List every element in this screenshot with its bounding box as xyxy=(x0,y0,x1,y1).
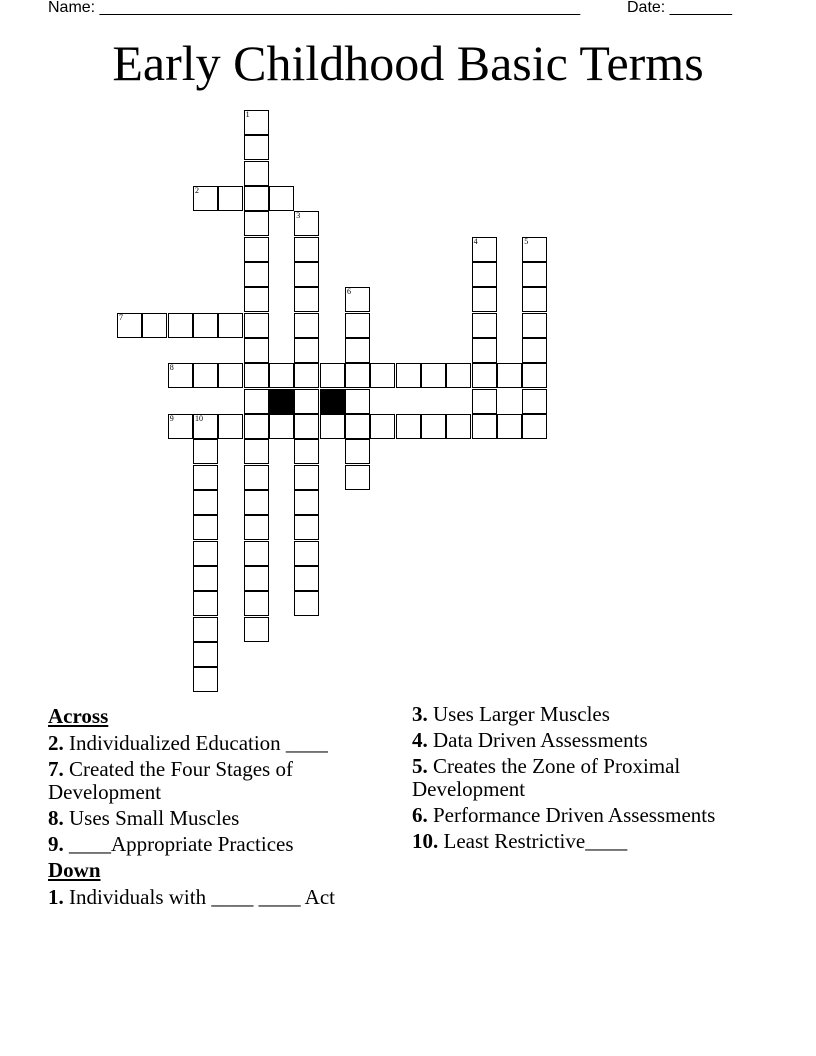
crossword-cell[interactable] xyxy=(244,237,269,262)
crossword-cell[interactable] xyxy=(244,135,269,160)
crossword-cell[interactable] xyxy=(472,313,497,338)
crossword-cell[interactable] xyxy=(193,591,218,616)
crossword-cell[interactable] xyxy=(294,465,319,490)
crossword-cell[interactable] xyxy=(193,414,218,439)
crossword-cell[interactable] xyxy=(244,515,269,540)
crossword-cell[interactable] xyxy=(142,313,167,338)
crossword-cell[interactable] xyxy=(472,414,497,439)
name-field-label: Name: ______________________________________________________ xyxy=(48,0,581,16)
clue-down-1 xyxy=(48,886,388,909)
clue-number: 10. xyxy=(412,829,439,853)
crossword-cell[interactable] xyxy=(294,211,319,236)
crossword-cell[interactable] xyxy=(472,262,497,287)
crossword-cell[interactable] xyxy=(345,414,370,439)
crossword-cell[interactable] xyxy=(345,363,370,388)
clues-left-column xyxy=(48,703,388,912)
crossword-cell[interactable] xyxy=(472,389,497,414)
clue-text: Uses Larger Muscles xyxy=(433,702,610,726)
crossword-cell[interactable] xyxy=(472,287,497,312)
crossword-cell[interactable] xyxy=(522,338,547,363)
crossword-cell[interactable] xyxy=(522,313,547,338)
crossword-cell[interactable] xyxy=(244,287,269,312)
crossword-cell[interactable] xyxy=(345,287,370,312)
crossword-cell[interactable] xyxy=(522,414,547,439)
clue-down-5 xyxy=(412,755,752,801)
crossword-cell[interactable] xyxy=(294,262,319,287)
clue-down-3 xyxy=(412,703,752,726)
crossword-cell[interactable] xyxy=(345,313,370,338)
crossword-cell[interactable] xyxy=(244,313,269,338)
clue-number: 2. xyxy=(48,731,64,755)
clue-number-label: 1 xyxy=(245,110,250,119)
clue-text: Uses Small Muscles xyxy=(69,806,240,830)
clue-across-2 xyxy=(48,732,388,755)
crossword-cell[interactable] xyxy=(294,414,319,439)
crossword-cell[interactable] xyxy=(244,161,269,186)
crossword-cell[interactable] xyxy=(294,541,319,566)
crossword-cell[interactable] xyxy=(193,566,218,591)
clue-number: 9. xyxy=(48,832,64,856)
crossword-cell[interactable] xyxy=(421,414,446,439)
crossword-cell[interactable] xyxy=(522,287,547,312)
crossword-cell[interactable] xyxy=(446,414,471,439)
clue-number: 1. xyxy=(48,885,64,909)
crossword-cell[interactable] xyxy=(269,186,294,211)
crossword-cell[interactable] xyxy=(294,515,319,540)
clue-number-label: 9 xyxy=(169,414,174,423)
crossword-cell[interactable] xyxy=(294,566,319,591)
down-heading: Down xyxy=(48,858,101,882)
crossword-cell[interactable] xyxy=(244,110,269,135)
crossword-cell[interactable] xyxy=(193,313,218,338)
crossword-cell[interactable] xyxy=(193,541,218,566)
crossword-cell[interactable] xyxy=(244,591,269,616)
crossword-cell[interactable] xyxy=(193,617,218,642)
clue-number-label: 7 xyxy=(119,312,123,322)
clue-number-label: 2 xyxy=(195,186,199,195)
crossword-cell[interactable] xyxy=(345,439,370,464)
clue-number-label: 4 xyxy=(473,236,478,246)
clue-text: Data Driven Assessments xyxy=(433,728,648,752)
crossword-cell[interactable] xyxy=(320,363,345,388)
crossword-cell[interactable] xyxy=(244,541,269,566)
crossword-cell[interactable] xyxy=(472,338,497,363)
crossword-cell[interactable] xyxy=(193,490,218,515)
crossword-cell[interactable] xyxy=(168,414,193,439)
crossword-cell[interactable] xyxy=(522,237,547,262)
across-heading: Across xyxy=(48,704,109,728)
crossword-cell[interactable] xyxy=(244,617,269,642)
crossword-cell[interactable] xyxy=(193,363,218,388)
crossword-cell[interactable] xyxy=(446,363,471,388)
crossword-cell[interactable] xyxy=(244,262,269,287)
clue-text: Performance Driven Assessments xyxy=(433,803,716,827)
crossword-cell[interactable] xyxy=(370,414,395,439)
crossword-cell[interactable] xyxy=(345,465,370,490)
crossword-cell[interactable] xyxy=(345,389,370,414)
crossword-cell[interactable] xyxy=(218,313,243,338)
clue-number: 3. xyxy=(412,702,428,726)
clue-across-8 xyxy=(48,807,388,830)
crossword-cell[interactable] xyxy=(294,490,319,515)
crossword-cell[interactable] xyxy=(370,363,395,388)
crossword-cell[interactable] xyxy=(472,363,497,388)
clue-number-label: 5 xyxy=(524,236,529,246)
crossword-cell[interactable] xyxy=(244,338,269,363)
crossword-cell[interactable] xyxy=(244,186,269,211)
crossword-cell[interactable] xyxy=(193,515,218,540)
crossword-black-cell xyxy=(320,389,345,414)
crossword-cell[interactable] xyxy=(497,414,522,439)
crossword-black-cell xyxy=(269,389,294,414)
crossword-cell[interactable] xyxy=(294,591,319,616)
clue-number-label: 6 xyxy=(347,287,351,297)
crossword-cell[interactable] xyxy=(294,338,319,363)
crossword-cell[interactable] xyxy=(269,414,294,439)
crossword-cell[interactable] xyxy=(244,490,269,515)
crossword-cell[interactable] xyxy=(320,414,345,439)
clue-across-7 xyxy=(48,758,388,804)
clue-number: 7. xyxy=(48,757,64,781)
crossword-cell[interactable] xyxy=(345,338,370,363)
crossword-cell[interactable] xyxy=(269,363,294,388)
crossword-cell[interactable] xyxy=(244,211,269,236)
crossword-cell[interactable] xyxy=(472,237,497,262)
crossword-cell[interactable] xyxy=(218,363,243,388)
clue-number-label: 3 xyxy=(296,211,301,221)
clue-text: Individualized Education ____ xyxy=(69,731,328,755)
crossword-cell[interactable] xyxy=(294,313,319,338)
crossword-cell[interactable] xyxy=(193,642,218,667)
crossword-cell[interactable] xyxy=(193,667,218,692)
crossword-cell[interactable] xyxy=(421,363,446,388)
crossword-cell[interactable] xyxy=(193,186,218,211)
crossword-cell[interactable] xyxy=(193,465,218,490)
crossword-cell[interactable] xyxy=(294,389,319,414)
crossword-cell[interactable] xyxy=(244,465,269,490)
clue-text: Least Restrictive____ xyxy=(443,829,628,853)
clue-across-9 xyxy=(48,833,388,856)
clue-number: 5. xyxy=(412,754,428,778)
crossword-cell[interactable] xyxy=(244,566,269,591)
crossword-cell[interactable] xyxy=(193,439,218,464)
page-title: Early Childhood Basic Terms xyxy=(112,35,704,91)
date-field-label: Date: _______ xyxy=(627,0,732,16)
crossword-cell[interactable] xyxy=(244,414,269,439)
crossword-cell[interactable] xyxy=(218,186,243,211)
clue-text: Creates the Zone of Proximal Development xyxy=(412,754,681,801)
crossword-cell[interactable] xyxy=(396,414,421,439)
clue-number-label: 8 xyxy=(169,363,174,373)
crossword-cell[interactable] xyxy=(117,313,142,338)
clue-text: Created the Four Stages of Development xyxy=(48,757,293,804)
crossword-cell[interactable] xyxy=(218,414,243,439)
clue-down-4 xyxy=(412,729,752,752)
clue-text: Individuals with ____ ____ Act xyxy=(69,885,335,909)
crossword-cell[interactable] xyxy=(294,439,319,464)
crossword-cell[interactable] xyxy=(294,237,319,262)
clue-number: 6. xyxy=(412,803,428,827)
clue-number: 8. xyxy=(48,806,64,830)
crossword-cell[interactable] xyxy=(244,389,269,414)
crossword-cell[interactable] xyxy=(497,363,522,388)
crossword-cell[interactable] xyxy=(522,262,547,287)
crossword-cell[interactable] xyxy=(294,363,319,388)
crossword-cell[interactable] xyxy=(168,313,193,338)
clue-down-10 xyxy=(412,830,752,853)
crossword-cell[interactable] xyxy=(396,363,421,388)
crossword-cell[interactable] xyxy=(244,363,269,388)
clue-number-label: 10 xyxy=(195,414,203,423)
crossword-cell[interactable] xyxy=(168,363,193,388)
crossword-cell[interactable] xyxy=(244,439,269,464)
crossword-cell[interactable] xyxy=(522,363,547,388)
clue-number: 4. xyxy=(412,728,428,752)
clue-down-6 xyxy=(412,804,752,827)
clue-text: ____Appropriate Practices xyxy=(69,832,294,856)
clues-right-column xyxy=(412,703,752,856)
crossword-cell[interactable] xyxy=(522,389,547,414)
crossword-cell[interactable] xyxy=(294,287,319,312)
